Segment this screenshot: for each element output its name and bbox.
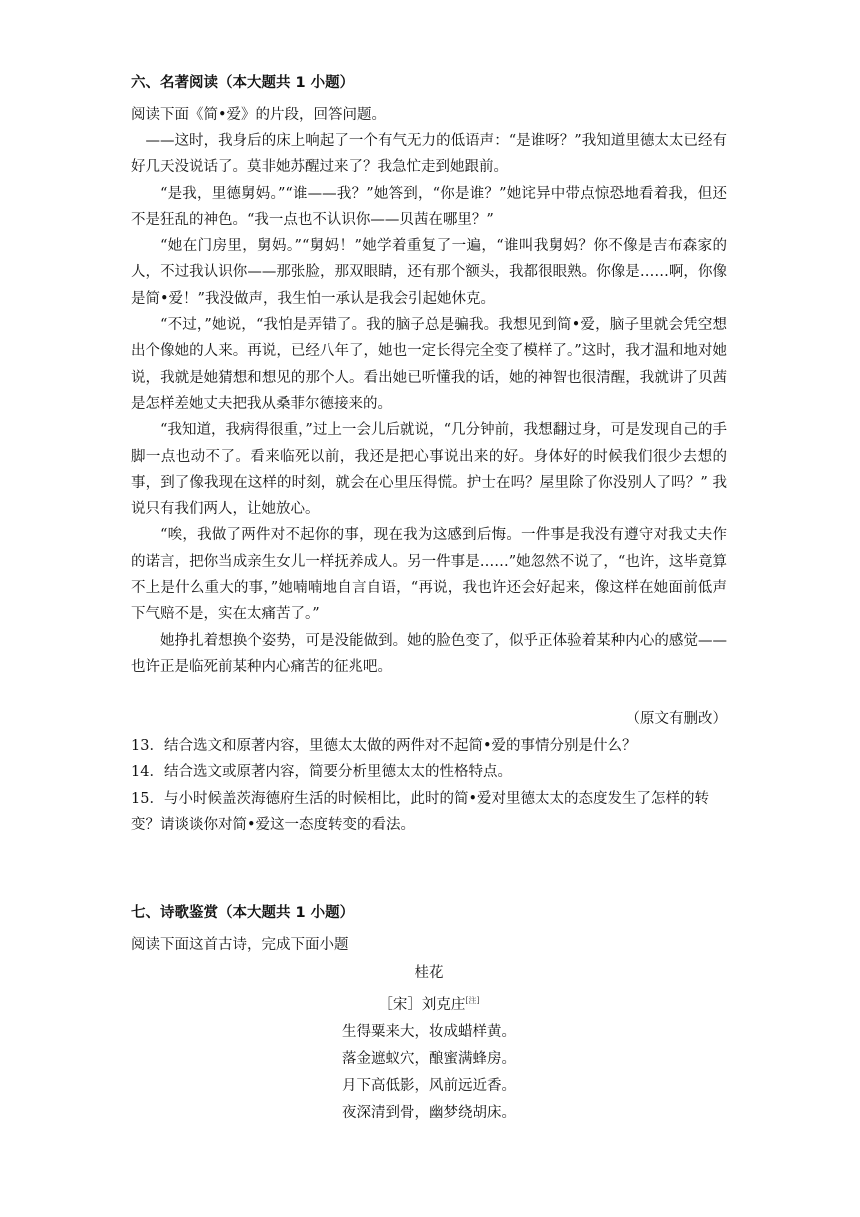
passage-paragraph: “不过，”她说，“我怕是弄错了。我的脑子总是骗我。我想见到简•爱，脑子里就会凭空想出个像她的人来。再说，已经八年了，她也一定长得完全变了模样了。”这时，我才温和地对她说，我就是她猜想和想见的那个人。看出她已听懂我的话，她的神智也很清醒，我就讲了贝茜是怎样差她丈夫把我从桑菲尔德接来的。 xyxy=(131,317,727,412)
poem-line: 生得粟来大，妆成蜡样黄。 xyxy=(342,1023,516,1040)
section-seven-intro: 阅读下面这首古诗，完成下面小题 xyxy=(131,937,349,953)
poem-footnote-marker: [注] xyxy=(465,996,480,1005)
poem-author: ［宋］刘克庄 xyxy=(378,996,466,1013)
passage-paragraph: ——这时，我身后的床上响起了一个有气无力的低语声：“是谁呀？”我知道里德太太已经有好几天没说话了。莫非她苏醒过来了？我急忙走到她跟前。 xyxy=(131,133,727,176)
poem xyxy=(131,960,727,1127)
poem-line: 落金遮蚁穴，酿蜜满蜂房。 xyxy=(342,1050,516,1067)
passage-paragraph: “唉，我做了两件对不起你的事，现在我为这感到后悔。一件事是我没有遵守对我丈夫作的诺言，把你当成亲生女儿一样抚养成人。另一件事是……”她忽然不说了，“也许，这毕竟算不上是什么重大的事，”她喃喃地自言自语，“再说，我也许还会好起来，像这样在她面前低声下气赔不是，实在太痛苦了。” xyxy=(131,527,727,623)
question-15: 15．与小时候盖茨海德府生活的时候相比，此时的简•爱对里德太太的态度发生了怎样的转变？请谈谈你对简•爱这一态度转变的看法。 xyxy=(131,790,709,833)
question-list xyxy=(131,733,727,838)
question-13: 13．结合选文和原著内容，里德太太做的两件对不起简•爱的事情分别是什么？ xyxy=(131,738,637,754)
passage-paragraph: 她挣扎着想换个姿势，可是没能做到。她的脸色变了，似乎正体验着某种内心的感觉——也许正是临死前某种内心痛苦的征兆吧。 xyxy=(131,632,727,675)
reading-passage xyxy=(131,128,727,680)
poem-title: 桂花 xyxy=(414,965,444,981)
section-six-intro: 阅读下面《简•爱》的片段，回答问题。 xyxy=(131,107,387,123)
question-14: 14．结合选文或原著内容，简要分析里德太太的性格特点。 xyxy=(131,764,512,781)
passage-paragraph: “我知道，我病得很重，”过上一会儿后就说，“几分钟前，我想翻过身，可是发现自己的手脚一点也动不了。看来临死以前，我还是把心事说出来的好。身体好的时候我们很少去想的事，到了像我现在这样的时刻，就会在心里压得慌。护士在吗？屋里除了你没别人了吗？” 我说只有我们两人，让她放心。 xyxy=(131,422,727,518)
source-note: （原文有删改） xyxy=(625,711,727,727)
section-six-heading: 六、名著阅读（本大题共 1 小题） xyxy=(131,75,355,91)
poem-author-line xyxy=(131,987,727,1019)
passage-paragraph: “是我，里德舅妈。”“谁——我？”她答到，“你是谁？”她诧异中带点惊恐地看着我，但还不是狂乱的神色。“我一点也不认识你——贝茜在哪里？” xyxy=(131,185,727,228)
passage-paragraph: “她在门房里，舅妈。”“舅妈！”她学着重复了一遍，“谁叫我舅妈？你不像是吉布森家的人，不过我认识你——那张脸，那双眼睛，还有那个额头，我都很眼熟。你像是……啊，你像是简•爱！”我没做声，我生怕一承认是我会引起她休克。 xyxy=(131,238,727,307)
section-seven-heading: 七、诗歌鉴赏（本大题共 1 小题） xyxy=(131,905,355,921)
poem-line: 夜深清到骨，幽梦绕胡床。 xyxy=(342,1104,516,1121)
poem-line: 月下高低影，风前远近香。 xyxy=(342,1077,516,1094)
